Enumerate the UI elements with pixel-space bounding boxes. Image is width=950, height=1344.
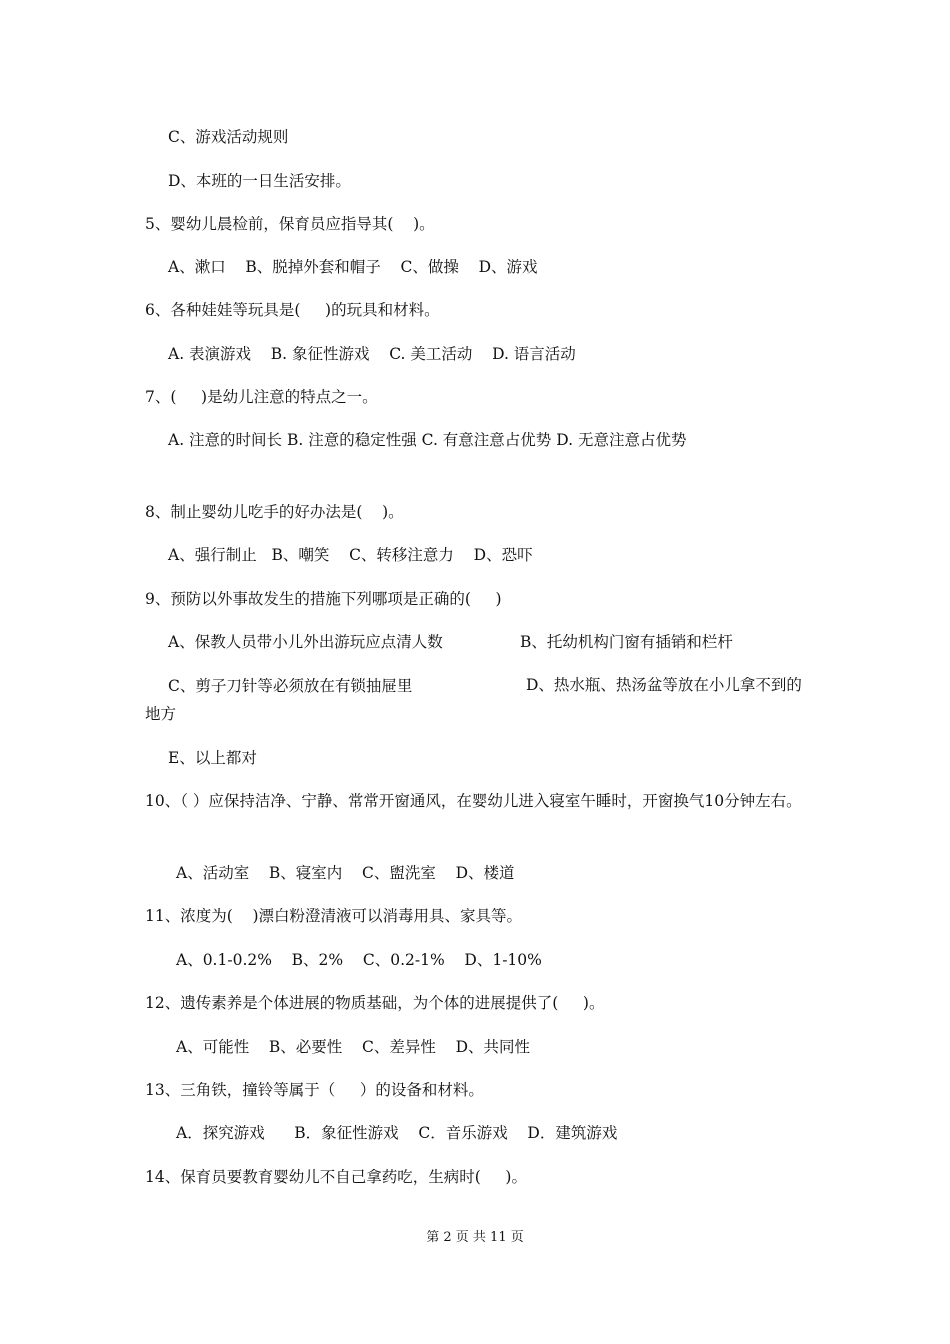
question-13: 13、三角铁，撞铃等属于（ ）的设备和材料。 [145, 1081, 484, 1099]
question-10: 10、（ ）应保持洁净、宁静、常常开窗通风，在婴幼儿进入寝室午睡时，开窗换气10分钟左右。 [145, 792, 802, 810]
question-5: 5、婴幼儿晨检前，保育员应指导其( )。 [145, 215, 435, 233]
question-7: 7、( )是幼儿注意的特点之一。 [145, 388, 378, 406]
question-7-options: A. 注意的时间长 B. 注意的稳定性强 C. 有意注意占优势 D. 无意注意占优势 [168, 431, 687, 449]
option-4c: C、游戏活动规则 [168, 128, 289, 146]
question-6: 6、各种娃娃等玩具是( )的玩具和材料。 [145, 301, 440, 319]
question-9-option-d: D、热水瓶、热汤盆等放在小儿拿不到的地方 [145, 676, 802, 723]
question-11-options: A、0.1-0.2% B、2% C、0.2-1% D、1-10% [176, 951, 542, 969]
question-10-options: A、活动室 B、寝室内 C、盥洗室 D、楼道 [176, 864, 515, 882]
question-9-option-e: E、以上都对 [168, 749, 257, 767]
page-number-footer: 第 2 页 共 11 页 [426, 1230, 524, 1245]
question-9-option-a: A、保教人员带小儿外出游玩应点清人数 [168, 633, 443, 651]
option-4d: D、本班的一日生活安排。 [168, 172, 351, 190]
question-8-options: A、强行制止 B、嘲笑 C、转移注意力 D、恐吓 [168, 546, 533, 564]
question-12: 12、遗传素养是个体进展的物质基础，为个体的进展提供了( )。 [145, 994, 605, 1012]
question-8: 8、制止婴幼儿吃手的好办法是( )。 [145, 503, 404, 521]
question-5-options: A、漱口 B、脱掉外套和帽子 C、做操 D、游戏 [168, 258, 538, 276]
question-13-options: A．探究游戏 B．象征性游戏 C．音乐游戏 D．建筑游戏 [176, 1124, 618, 1142]
question-9-option-b: B、托幼机构门窗有插销和栏杆 [520, 633, 733, 651]
question-9-option-c: C、剪子刀针等必须放在有锁抽屉里 [168, 677, 413, 695]
question-14: 14、保育员要教育婴幼儿不自己拿药吃，生病时( )。 [145, 1168, 527, 1186]
question-9: 9、预防以外事故发生的措施下列哪项是正确的( ) [145, 590, 502, 608]
question-6-options: A. 表演游戏 B. 象征性游戏 C. 美工活动 D. 语言活动 [168, 345, 576, 363]
question-11: 11、浓度为( )漂白粉澄清液可以消毒用具、家具等。 [145, 907, 523, 925]
question-12-options: A、可能性 B、必要性 C、差异性 D、共同性 [176, 1038, 530, 1056]
